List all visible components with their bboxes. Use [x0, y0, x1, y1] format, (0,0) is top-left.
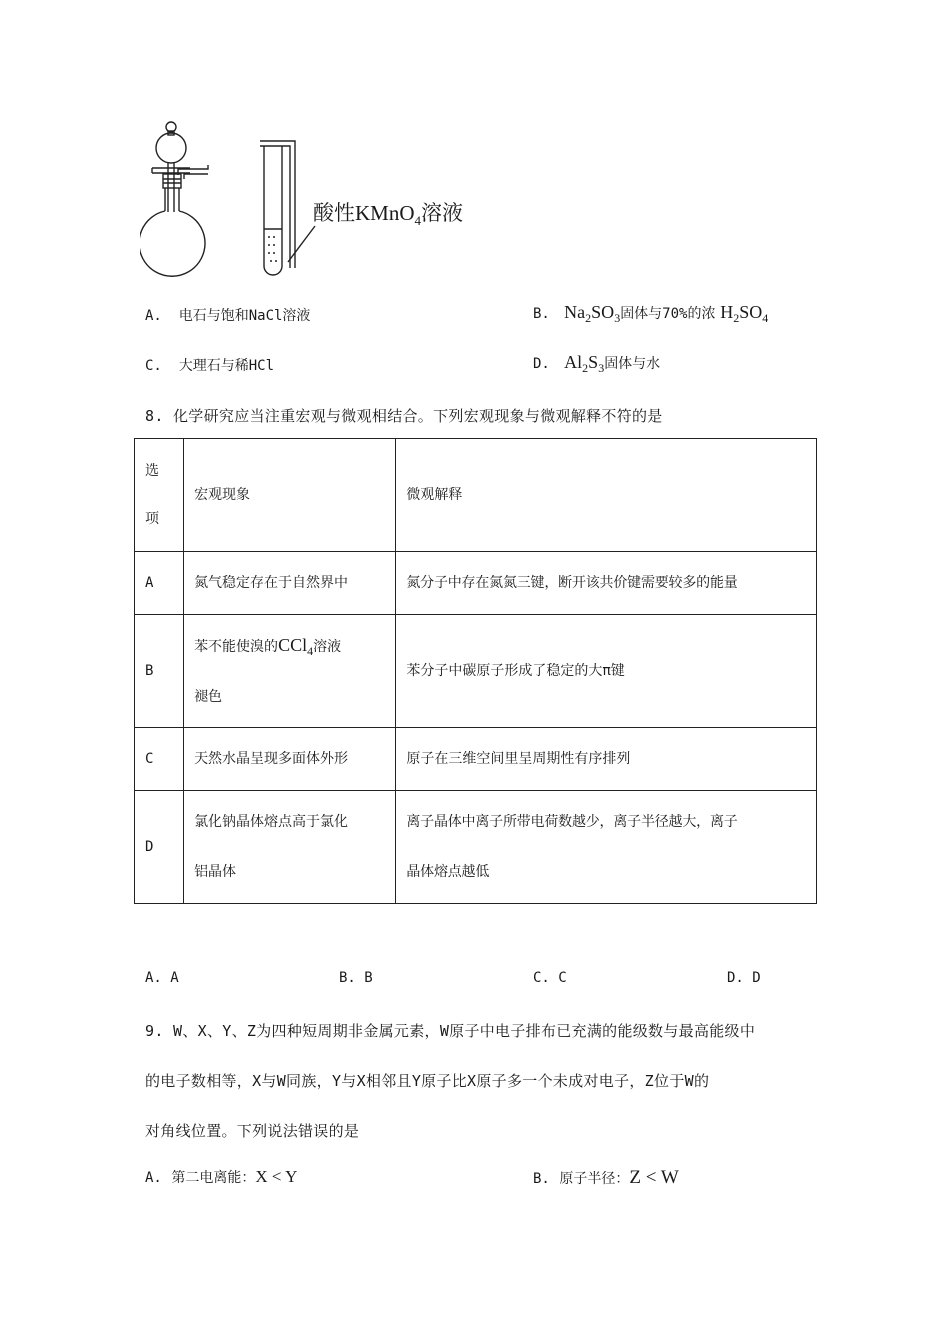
- table-row: [135, 552, 817, 615]
- q8-choice-d[interactable]: D. D: [727, 970, 761, 986]
- row-option: B: [135, 615, 184, 728]
- test-tube: [264, 146, 282, 275]
- row-macro: 氮气稳定存在于自然界中: [184, 552, 396, 615]
- table-row: [135, 615, 817, 728]
- table-row: [135, 728, 817, 791]
- header-macro: 宏观现象: [184, 439, 396, 552]
- q9-stem-line-3: 对角线位置。下列说法错误的是: [145, 1122, 360, 1140]
- table-row: [135, 791, 817, 904]
- q7-option-b[interactable]: B. $Na_2SO_3$固体与70%的浓 $H_2SO_4$: [533, 302, 769, 325]
- row-option: A: [135, 552, 184, 615]
- row-micro: 离子晶体中离子所带电荷数越少，离子半径越大，离子 晶体熔点越低: [396, 791, 817, 904]
- q9-stem-line-2: 的电子数相等，X与W同族，Y与X相邻且Y原子比X原子多一个未成对电子，Z位于W的: [145, 1072, 710, 1090]
- q9-option-b[interactable]: B. 原子半径：Z < W: [533, 1167, 679, 1188]
- q8-choice-c[interactable]: C. C: [533, 970, 567, 986]
- rubber-stopper: [163, 174, 181, 188]
- header-option: 选 项: [135, 439, 184, 552]
- label-pointer: [288, 226, 315, 262]
- header-micro: 微观解释: [396, 439, 817, 552]
- q8-stem: 8. 化学研究应当注重宏观与微观相结合。下列宏观现象与微观解释不符的是: [145, 407, 663, 425]
- q8-table: [134, 438, 817, 904]
- q9-option-a[interactable]: A. 第二电离能：X < Y: [145, 1167, 298, 1186]
- q8-choice-a[interactable]: A. A: [145, 970, 179, 986]
- row-micro: 原子在三维空间里呈周期性有序排列: [396, 728, 817, 791]
- row-micro: 苯分子中碳原子形成了稳定的大π键: [396, 615, 817, 728]
- funnel-bulb: [156, 133, 186, 163]
- row-macro: 氯化钠晶体熔点高于氯化 铝晶体: [184, 791, 396, 904]
- row-macro: 天然水晶呈现多面体外形: [184, 728, 396, 791]
- q8-choice-b[interactable]: B. B: [339, 970, 373, 986]
- table-header-row: [135, 439, 817, 552]
- q7-option-c[interactable]: C. 大理石与稀HCl: [145, 358, 275, 374]
- row-option: D: [135, 791, 184, 904]
- q7-option-a[interactable]: A. 电石与饱和NaCl溶液: [145, 308, 311, 324]
- row-micro: 氮分子中存在氮氮三键，断开该共价键需要较多的能量: [396, 552, 817, 615]
- q7-option-d[interactable]: D. $Al_2S_3$固体与水: [533, 352, 661, 375]
- row-option: C: [135, 728, 184, 791]
- q9-stem-line-1: 9. W、X、Y、Z为四种短周期非金属元素，W原子中电子排布已充满的能级数与最高能级中: [145, 1022, 756, 1040]
- apparatus-label: 酸性KMnO$_4$溶液: [313, 201, 464, 228]
- row-macro: 苯不能使溴的CCl$_4$溶液 褪色: [184, 615, 396, 728]
- round-flask: [140, 211, 205, 276]
